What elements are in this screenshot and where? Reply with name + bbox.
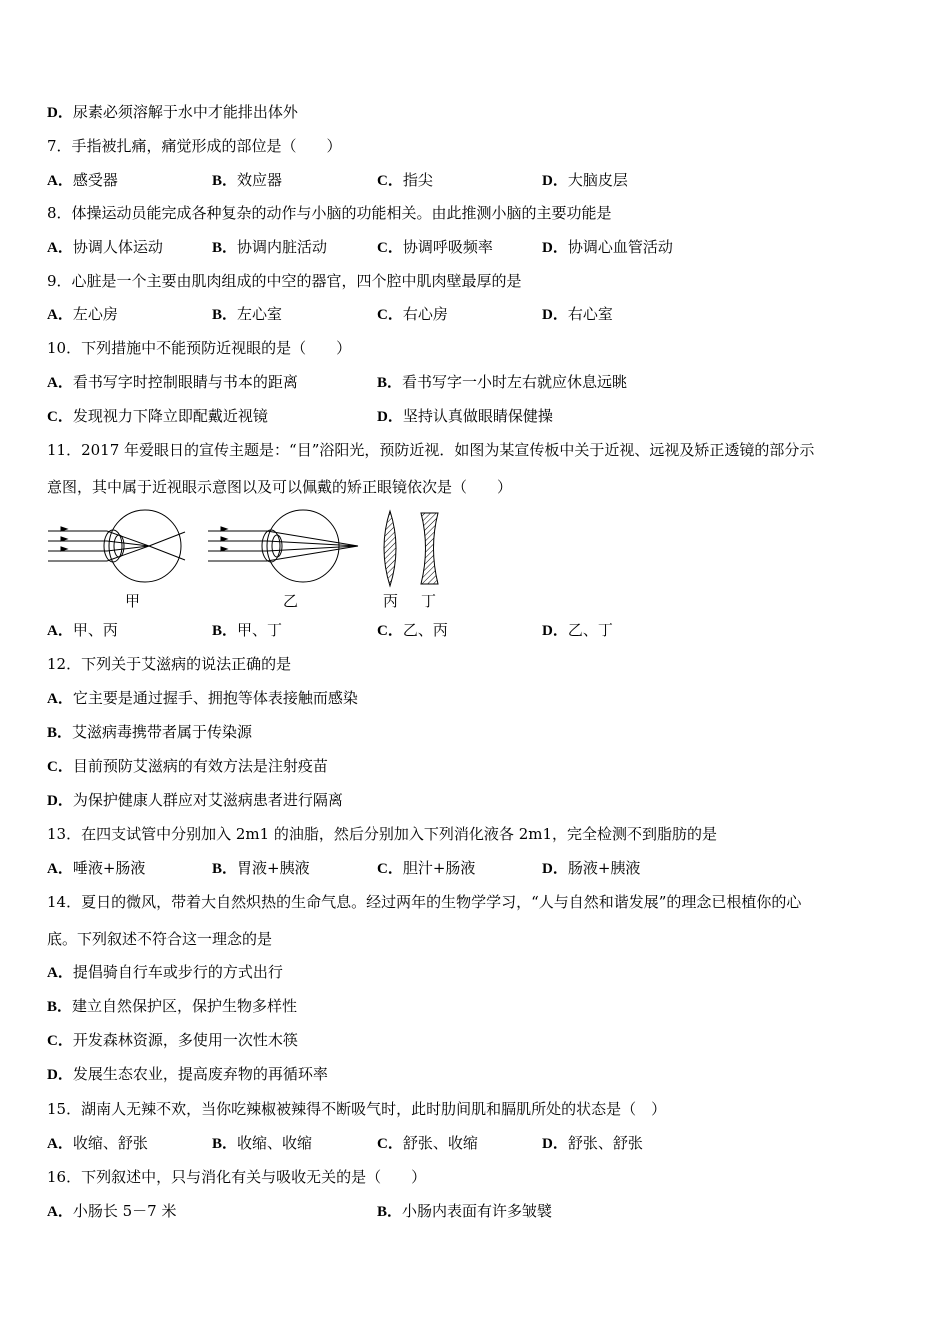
option-text: 开发森林资源，多使用一次性木筷	[72, 1031, 298, 1049]
option-text: 协调心血管活动	[567, 238, 673, 256]
option-letter: C．	[47, 1033, 73, 1049]
figure-label-ding: 丁	[421, 592, 437, 610]
q11-figure	[45, 508, 465, 612]
option-text: 坚持认真做眼睛保健操	[402, 407, 553, 425]
q11-stem-line2: 意图，其中属于近视眼示意图以及可以佩戴的矫正眼镜依次是（ ）	[47, 478, 513, 496]
option-letter: B．	[212, 1136, 238, 1152]
option-text: 右心房	[402, 305, 448, 323]
figure-label-jia: 甲	[125, 592, 141, 610]
q12-stem: 12．下列关于艾滋病的说法正确的是	[47, 655, 292, 673]
option-letter: C．	[377, 240, 403, 256]
figure-label-yi: 乙	[283, 592, 299, 610]
q6-option-d	[47, 102, 298, 123]
option-letter: C．	[377, 307, 403, 323]
option-text: 收缩、收缩	[237, 1134, 313, 1152]
option-text: 发展生态农业，提高废弃物的再循环率	[72, 1065, 328, 1083]
option-letter: A．	[47, 375, 73, 391]
option-text: 小肠内表面有许多皱襞	[402, 1202, 553, 1220]
option-text: 目前预防艾滋病的有效方法是注射疫苗	[72, 757, 328, 775]
option-text: 看书写字时控制眼睛与书本的距离	[72, 373, 298, 391]
q8-option-a	[47, 237, 163, 258]
q13-option-d	[542, 858, 640, 879]
option-letter: D．	[542, 240, 568, 256]
q10-option-d	[377, 406, 553, 427]
convex-lens-bing	[384, 511, 396, 586]
q9-option-d	[542, 304, 613, 325]
option-letter: A．	[47, 240, 73, 256]
option-letter: D．	[542, 1136, 568, 1152]
option-text: 小肠长 5－7 米	[72, 1202, 177, 1220]
option-letter: D．	[542, 173, 568, 189]
q15-option-c	[377, 1133, 478, 1154]
q7-option-c	[377, 170, 433, 191]
option-text: 尿素必须溶解于水中才能排出体外	[72, 103, 298, 121]
option-letter: A．	[47, 623, 73, 639]
option-letter: A．	[47, 965, 73, 981]
option-letter: A．	[47, 307, 73, 323]
option-text: 协调内脏活动	[237, 238, 328, 256]
option-letter: B．	[377, 375, 403, 391]
eye-lens-diagram	[45, 508, 465, 608]
option-letter: D．	[47, 1067, 73, 1083]
option-letter: C．	[47, 759, 73, 775]
q8-stem: 8．体操运动员能完成各种复杂的动作与小脑的功能相关。由此推测小脑的主要功能是	[47, 204, 612, 222]
q16-stem: 16．下列叙述中，只与消化有关与吸收无关的是（ ）	[47, 1168, 427, 1186]
q14-option-c	[47, 1030, 298, 1051]
option-text: 为保护健康人群应对艾滋病患者进行隔离	[72, 791, 343, 809]
option-text: 感受器	[72, 171, 118, 189]
q10-option-b	[377, 372, 627, 393]
option-text: 建立自然保护区，保护生物多样性	[72, 997, 298, 1015]
q12-option-d	[47, 790, 343, 811]
q13-option-b	[212, 858, 310, 879]
option-text: 肠液+胰液	[567, 859, 641, 877]
q15-option-b	[212, 1133, 312, 1154]
option-text: 甲、丁	[237, 621, 283, 639]
option-letter: D．	[377, 409, 403, 425]
option-letter: C．	[377, 623, 403, 639]
q9-stem: 9．心脏是一个主要由肌肉组成的中空的器官，四个腔中肌肉壁最厚的是	[47, 272, 522, 290]
option-letter: A．	[47, 1204, 73, 1220]
option-text: 左心室	[237, 305, 283, 323]
option-letter: D．	[542, 623, 568, 639]
q11-option-c	[377, 620, 448, 641]
option-text: 右心室	[567, 305, 613, 323]
option-text: 协调人体运动	[72, 238, 163, 256]
option-letter: B．	[212, 861, 238, 877]
q15-option-a	[47, 1133, 148, 1154]
option-letter: D．	[542, 307, 568, 323]
q10-stem: 10．下列措施中不能预防近视眼的是（ ）	[47, 339, 352, 357]
figure-label-bing: 丙	[383, 592, 399, 610]
q10-option-c	[47, 406, 268, 427]
q10-option-a	[47, 372, 298, 393]
option-text: 看书写字一小时左右就应休息远眺	[402, 373, 628, 391]
option-text: 艾滋病毒携带者属于传染源	[72, 723, 253, 741]
option-text: 协调呼吸频率	[402, 238, 493, 256]
q16-option-b	[377, 1201, 552, 1222]
option-text: 唾液+肠液	[72, 859, 146, 877]
option-letter: A．	[47, 173, 73, 189]
q7-option-b	[212, 170, 282, 191]
q14-stem-line1: 14．夏日的微风，带着大自然炽热的生命气息。经过两年的生物学学习，“人与自然和谐发展”的理念已根植你的心	[47, 893, 802, 911]
option-text: 指尖	[402, 171, 433, 189]
option-text: 胆汁+肠液	[402, 859, 476, 877]
option-letter: B．	[47, 999, 73, 1015]
option-letter: A．	[47, 1136, 73, 1152]
q7-option-a	[47, 170, 118, 191]
option-text: 提倡骑自行车或步行的方式出行	[72, 963, 283, 981]
option-text: 胃液+胰液	[237, 859, 310, 877]
q13-stem: 13．在四支试管中分别加入 2m1 的油脂，然后分别加入下列消化液各 2m1，完全检测不到脂肪的是	[47, 825, 718, 843]
q11-option-b	[212, 620, 282, 641]
q16-option-a	[47, 1201, 176, 1222]
q12-option-b	[47, 722, 252, 743]
option-text: 甲、丙	[72, 621, 118, 639]
q7-stem: 7．手指被扎痛，痛觉形成的部位是（ ）	[47, 137, 342, 155]
option-letter: D．	[47, 793, 73, 809]
q14-stem-line2: 底。下列叙述不符合这一理念的是	[47, 930, 273, 948]
q11-stem-line1: 11．2017 年爱眼日的宣传主题是：“目”浴阳光，预防近视．如图为某宣传板中关于近视、远视及矫正透镜的部分示	[47, 441, 815, 459]
option-letter: B．	[212, 623, 238, 639]
eye-diagram-yi	[208, 510, 358, 582]
q8-option-b	[212, 237, 327, 258]
q15-option-d	[542, 1133, 643, 1154]
option-text: 乙、丁	[567, 621, 613, 639]
option-letter: B．	[377, 1204, 403, 1220]
q14-option-a	[47, 962, 283, 983]
option-letter: C．	[377, 173, 403, 189]
option-letter: D．	[47, 105, 73, 121]
q8-option-d	[542, 237, 673, 258]
q12-option-a	[47, 688, 358, 709]
option-text: 发现视力下降立即配戴近视镜	[72, 407, 268, 425]
q15-stem: 15．湖南人无辣不欢，当你吃辣椒被辣得不断吸气时，此时肋间肌和膈肌所处的状态是（ ）	[47, 1100, 667, 1118]
option-text: 舒张、舒张	[567, 1134, 643, 1152]
option-letter: B．	[47, 725, 73, 741]
q13-option-c	[377, 858, 475, 879]
option-text: 乙、丙	[402, 621, 448, 639]
option-letter: C．	[47, 409, 73, 425]
q9-option-c	[377, 304, 448, 325]
option-letter: B．	[212, 240, 238, 256]
option-letter: D．	[542, 861, 568, 877]
q14-option-b	[47, 996, 297, 1017]
option-letter: C．	[377, 861, 403, 877]
option-text: 大脑皮层	[567, 171, 628, 189]
option-letter: A．	[47, 861, 73, 877]
q11-option-a	[47, 620, 118, 641]
q11-option-d	[542, 620, 613, 641]
option-text: 舒张、收缩	[402, 1134, 478, 1152]
eye-diagram-jia	[48, 510, 185, 582]
option-letter: C．	[377, 1136, 403, 1152]
q7-option-d	[542, 170, 628, 191]
q12-option-c	[47, 756, 328, 777]
option-text: 左心房	[72, 305, 118, 323]
option-text: 它主要是通过握手、拥抱等体表接触而感染	[72, 689, 358, 707]
option-text: 效应器	[237, 171, 283, 189]
option-letter: B．	[212, 173, 238, 189]
q8-option-c	[377, 237, 493, 258]
option-letter: A．	[47, 691, 73, 707]
option-text: 收缩、舒张	[72, 1134, 148, 1152]
concave-lens-ding	[421, 513, 438, 584]
q9-option-a	[47, 304, 118, 325]
q14-option-d	[47, 1064, 328, 1085]
q9-option-b	[212, 304, 282, 325]
q13-option-a	[47, 858, 145, 879]
option-letter: B．	[212, 307, 238, 323]
